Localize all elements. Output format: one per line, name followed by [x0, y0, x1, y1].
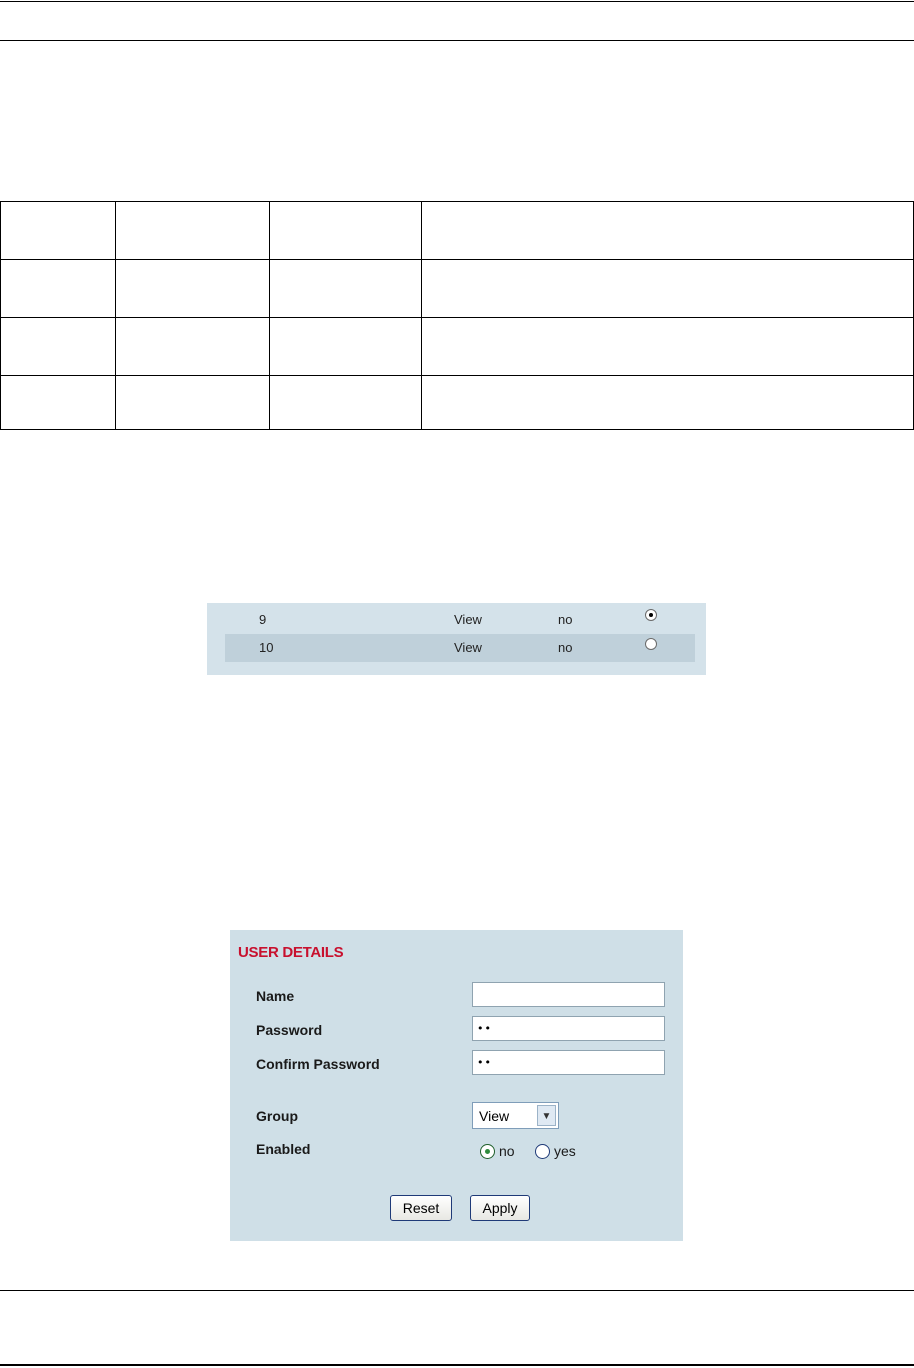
table-cell: [269, 202, 421, 260]
header-rule-bottom: [0, 40, 914, 41]
password-label: Password: [256, 1022, 323, 1038]
confirm-password-field[interactable]: ••: [472, 1050, 665, 1075]
name-label: Name: [256, 988, 295, 1004]
user-enabled: no: [558, 612, 573, 627]
document-table: [0, 201, 914, 430]
table-cell: [115, 318, 269, 376]
table-cell: [1, 260, 116, 318]
confirm-password-label: Confirm Password: [256, 1056, 380, 1072]
table-cell: [422, 376, 914, 430]
footer-rule-bottom: [0, 1364, 914, 1366]
select-user-radio[interactable]: [645, 638, 657, 650]
table-cell: [422, 318, 914, 376]
table-cell: [269, 260, 421, 318]
group-label: Group: [256, 1108, 298, 1124]
table-row: [1, 260, 914, 318]
table-cell: [115, 376, 269, 430]
enabled-no-radio[interactable]: [480, 1144, 495, 1159]
table-cell: [1, 318, 116, 376]
table-cell: [269, 376, 421, 430]
user-details-panel: [230, 930, 683, 1241]
apply-button[interactable]: Apply: [470, 1195, 530, 1221]
table-cell: [115, 202, 269, 260]
table-cell: [269, 318, 421, 376]
user-enabled: no: [558, 640, 573, 655]
user-group: View: [454, 612, 482, 627]
radio-selected-dot: [649, 613, 653, 617]
users-list-panel: [207, 603, 706, 675]
group-select[interactable]: [472, 1102, 559, 1129]
user-id: 9: [259, 612, 267, 627]
user-group: View: [454, 640, 482, 655]
table-cell: [115, 260, 269, 318]
footer-rule-top: [0, 1290, 914, 1291]
table-cell: [1, 376, 116, 430]
name-field[interactable]: [472, 982, 665, 1007]
header-rule-top: [0, 1, 914, 2]
reset-button[interactable]: Reset: [390, 1195, 452, 1221]
enabled-no-label: no: [499, 1143, 515, 1159]
enabled-label: Enabled: [256, 1141, 311, 1157]
panel-title: USER DETAILS: [238, 944, 344, 961]
enabled-yes-label: yes: [554, 1143, 576, 1159]
table-cell: [422, 202, 914, 260]
select-user-radio[interactable]: [645, 609, 657, 621]
user-id: 10: [259, 640, 274, 655]
list-item: [225, 606, 695, 634]
table-row: [1, 376, 914, 430]
radio-selected-dot: [485, 1149, 490, 1154]
table-row: [1, 202, 914, 260]
chevron-down-icon[interactable]: ▼: [537, 1105, 556, 1126]
table-row: [1, 318, 914, 376]
table-cell: [422, 260, 914, 318]
enabled-yes-radio[interactable]: [535, 1144, 550, 1159]
list-item: [225, 634, 695, 662]
password-field[interactable]: ••: [472, 1016, 665, 1041]
table-cell: [1, 202, 116, 260]
group-selected-value: View: [479, 1108, 510, 1124]
